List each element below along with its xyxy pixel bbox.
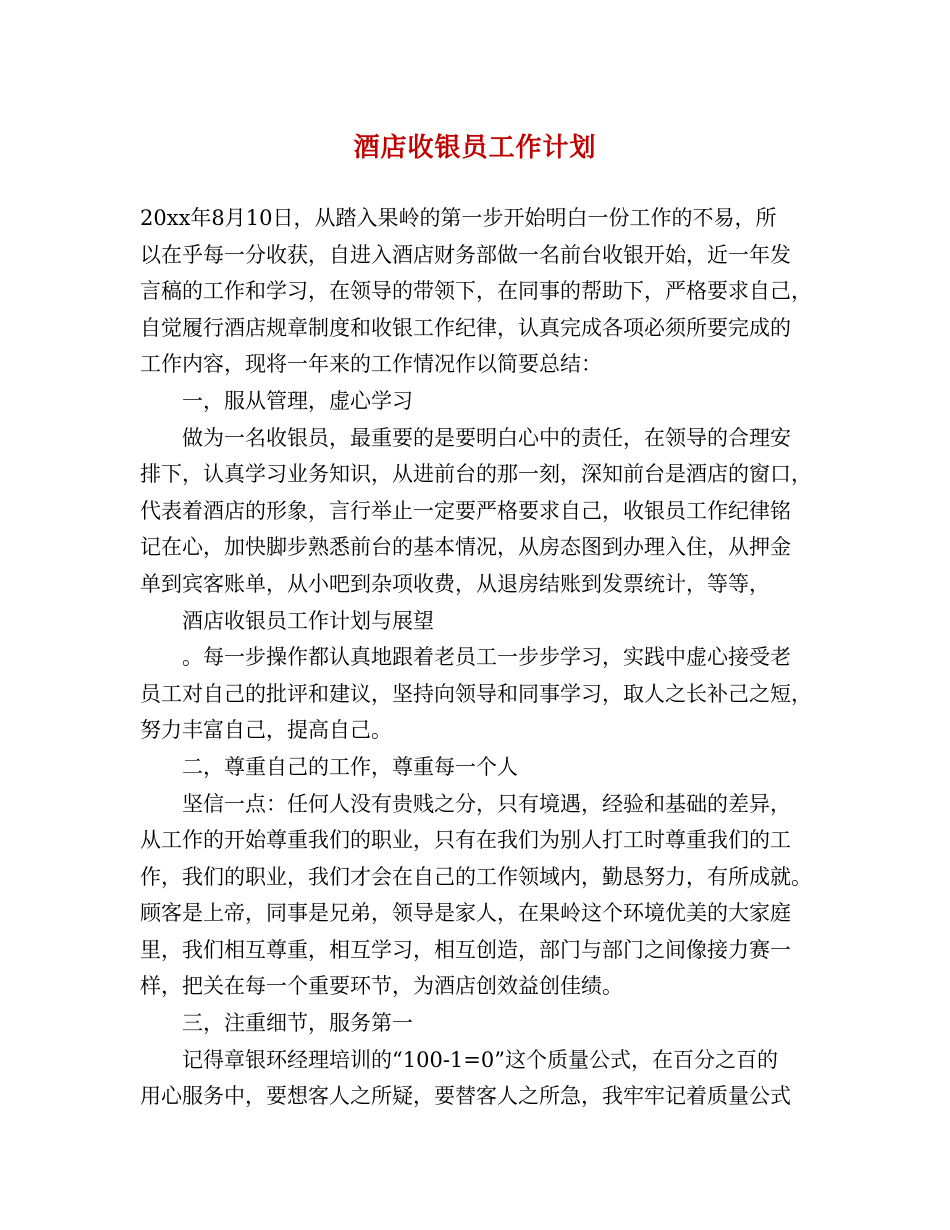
text-line: 。每一步操作都认真地跟着老员工一步步学习，实践中虚心接受老 <box>182 645 791 670</box>
text-line: 记在心，加快脚步熟悉前台的基本情况，从房态图到办理入住，从押金 <box>140 535 791 560</box>
text-line: 作，我们的职业，我们才会在自己的工作领域内，勤恳努力，有所成就。 <box>140 864 812 889</box>
text-line: 做为一名收银员，最重要的是要明白心中的责任，在领导的合理安 <box>182 425 791 450</box>
text-line: 员工对自己的批评和建议，坚持向领导和同事学习，取人之长补己之短， <box>140 681 812 706</box>
text-line: 以在乎每一分收获，自进入酒店财务部做一名前台收银开始，近一年发 <box>140 242 791 267</box>
text-line: 排下，认真学习业务知识，从进前台的那一刻，深知前台是酒店的窗口， <box>140 462 812 487</box>
text-line: 单到宾客账单，从小吧到杂项收费，从退房结账到发票统计，等等， <box>140 571 770 596</box>
text-line: 二，尊重自己的工作，尊重每一个人 <box>182 754 518 779</box>
document-title: 酒店收银员工作计划 <box>353 133 597 163</box>
text-line: 用心服务中，要想客人之所疑，要替客人之所急，我牢牢记着质量公式 <box>140 1084 791 1109</box>
text-line: 坚信一点：任何人没有贵贱之分，只有境遇，经验和基础的差异， <box>182 791 791 816</box>
text-line: 顾客是上帝，同事是兄弟，领导是家人，在果岭这个环境优美的大家庭 <box>140 901 791 926</box>
text-line: 从工作的开始尊重我们的职业，只有在我们为别人打工时尊重我们的工 <box>140 828 791 853</box>
text-line: 里，我们相互尊重，相互学习，相互创造，部门与部门之间像接力赛一 <box>140 937 791 962</box>
text-line: 一，服从管理，虚心学习 <box>182 388 413 413</box>
text-line: 20xx年8月10日，从踏入果岭的第一步开始明白一份工作的不易，所 <box>140 206 777 230</box>
text-line: 自觉履行酒店规章制度和收银工作纪律，认真完成各项必须所要完成的 <box>140 315 791 340</box>
text-line: 记得章银环经理培训的“100-1=0”这个质量公式，在百分之百的 <box>182 1047 778 1072</box>
text-line: 酒店收银员工作计划与展望 <box>182 608 434 633</box>
text-line: 努力丰富自己，提高自己。 <box>140 718 392 743</box>
text-line: 工作内容，现将一年来的工作情况作以简要总结： <box>140 352 602 377</box>
document-body <box>140 200 815 1115</box>
text-line: 言稿的工作和学习，在领导的带领下，在同事的帮助下，严格要求自己， <box>140 279 812 304</box>
text-line: 代表着酒店的形象，言行举止一定要严格要求自己，收银员工作纪律铭 <box>140 498 791 523</box>
text-line: 样，把关在每一个重要环节，为酒店创效益创佳绩。 <box>140 974 623 999</box>
text-line: 三，注重细节，服务第一 <box>182 1011 413 1036</box>
